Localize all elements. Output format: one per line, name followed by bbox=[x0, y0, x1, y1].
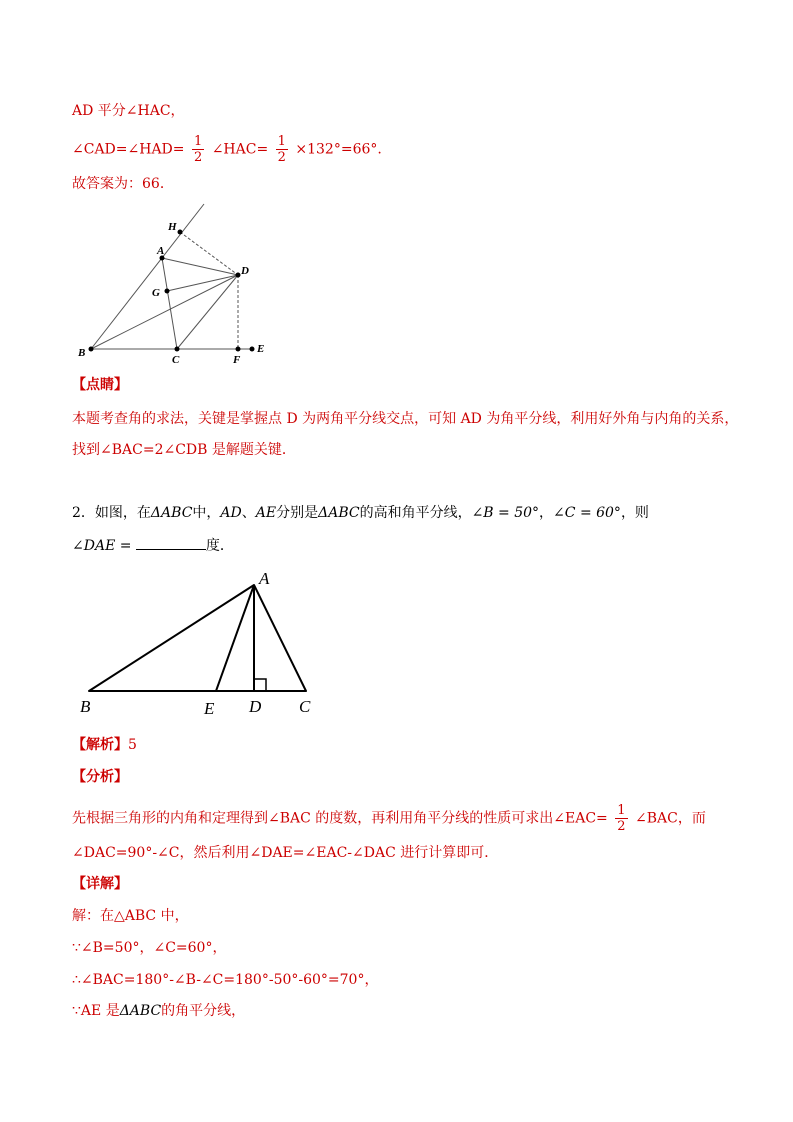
point-c bbox=[175, 347, 180, 352]
line-b-h bbox=[91, 204, 204, 349]
fenxi-line-2: ∠DAC=90°-∠C，然后利用∠DAE=∠EAC-∠DAC 进行计算即可． bbox=[72, 845, 499, 861]
question-2-line-2 bbox=[72, 535, 234, 556]
fenxi-text-a: 先根据三角形的内角和定理得到∠BAC 的度数，再利用角平分线的性质可求出∠EAC= bbox=[72, 810, 608, 827]
point-h bbox=[178, 230, 183, 235]
fenxi-text-b: ∠BAC，而 bbox=[634, 810, 706, 827]
fraction-denominator: 2 bbox=[277, 150, 286, 165]
right-angle-marker bbox=[254, 679, 266, 691]
figure-1-geometry bbox=[0, 0, 793, 380]
q2-text-d: 分别是 bbox=[276, 505, 319, 521]
dianjing-line-1: 本题考查角的求法，关键是掌握点 D 为两角平分线交点，可知 AD 为角平分线，利用好外角与内角的关系， bbox=[72, 411, 739, 427]
q2-angle-b: ∠B = 50° bbox=[471, 505, 540, 521]
jiexi-value: 5 bbox=[128, 737, 137, 753]
xiangjie-text-b: 的角平分线， bbox=[161, 1003, 246, 1019]
q2-text-c: 、 bbox=[241, 505, 256, 521]
q2-text-f: ， bbox=[539, 505, 554, 521]
q2-text-b: 中， bbox=[192, 505, 221, 521]
xiangjie-text-a: ∵AE 是 bbox=[72, 1003, 120, 1019]
q2-text-a: 2．如图，在 bbox=[72, 505, 151, 521]
label-d: D bbox=[249, 697, 262, 716]
q2-segment-ad: AD bbox=[220, 505, 242, 521]
dianjing-line-2: 找到∠BAC=2∠CDB 是解题关键． bbox=[72, 442, 296, 458]
label-e: E bbox=[204, 699, 215, 718]
label-a: A bbox=[157, 245, 165, 257]
label-c: C bbox=[299, 697, 311, 716]
jiexi-header: 【解析】 bbox=[72, 737, 128, 753]
point-f bbox=[236, 347, 241, 352]
point-e bbox=[250, 347, 255, 352]
label-b: B bbox=[80, 697, 91, 716]
q2-text-degree: 度． bbox=[205, 538, 234, 554]
fenxi-header: 【分析】 bbox=[72, 769, 128, 785]
xiangjie-line-4 bbox=[72, 1001, 245, 1021]
solution-line-1: AD 平分∠HAC， bbox=[72, 103, 185, 119]
triangle-abc bbox=[89, 585, 306, 691]
fraction-numerator: 1 bbox=[277, 134, 286, 149]
q2-triangle-abc: ΔABC bbox=[150, 505, 193, 521]
point-d bbox=[236, 273, 241, 278]
q2-angle-c: ∠C = 60° bbox=[553, 505, 621, 521]
point-b bbox=[89, 347, 94, 352]
fraction-numerator: 1 bbox=[617, 803, 626, 818]
point-g bbox=[165, 289, 170, 294]
xiangjie-triangle-abc: ΔABC bbox=[119, 1003, 162, 1019]
solution-line-2-b: ∠HAC= bbox=[211, 141, 269, 158]
line-b-d bbox=[91, 275, 238, 349]
q2-segment-ae: AE bbox=[255, 505, 277, 521]
q2-text-g: ，则 bbox=[620, 505, 649, 521]
label-f: F bbox=[233, 354, 241, 366]
label-e: E bbox=[257, 343, 265, 355]
xiangjie-header: 【详解】 bbox=[72, 876, 128, 892]
answer-blank bbox=[136, 535, 206, 550]
figure-2-triangle bbox=[0, 560, 400, 730]
fraction-one-half bbox=[615, 803, 627, 834]
line-a-c bbox=[162, 258, 177, 349]
label-a: A bbox=[259, 569, 270, 588]
jiexi-line bbox=[72, 735, 137, 755]
label-h: H bbox=[168, 221, 177, 233]
solution-line-2-c: ×132°=66°. bbox=[295, 141, 382, 158]
question-2-line-1 bbox=[72, 503, 649, 523]
line-c-d bbox=[177, 275, 238, 349]
q2-text-e: 的高和角平分线， bbox=[359, 505, 472, 521]
xiangjie-line-2: ∵∠B=50°，∠C=60°， bbox=[72, 940, 227, 956]
solution-line-2-a: ∠CAD=∠HAD= bbox=[72, 141, 185, 158]
label-g: G bbox=[152, 287, 160, 299]
label-d: D bbox=[241, 265, 249, 277]
xiangjie-line-1: 解：在△ABC 中， bbox=[72, 908, 189, 924]
label-b: B bbox=[78, 347, 86, 359]
q2-triangle-abc-2: ΔABC bbox=[318, 505, 360, 521]
solution-line-3: 故答案为：66． bbox=[72, 176, 174, 192]
fenxi-line-1 bbox=[72, 803, 706, 834]
fraction-numerator: 1 bbox=[193, 134, 203, 149]
fraction-denominator: 2 bbox=[193, 150, 203, 165]
dianjing-header: 【点睛】 bbox=[72, 377, 128, 393]
xiangjie-line-3: ∴∠BAC=180°-∠B-∠C=180°-50°-60°=70°， bbox=[72, 972, 379, 988]
label-c: C bbox=[172, 354, 180, 366]
q2-angle-dae: ∠DAE = bbox=[72, 538, 132, 554]
segment-ae bbox=[216, 585, 254, 691]
fraction-denominator: 2 bbox=[617, 819, 626, 834]
